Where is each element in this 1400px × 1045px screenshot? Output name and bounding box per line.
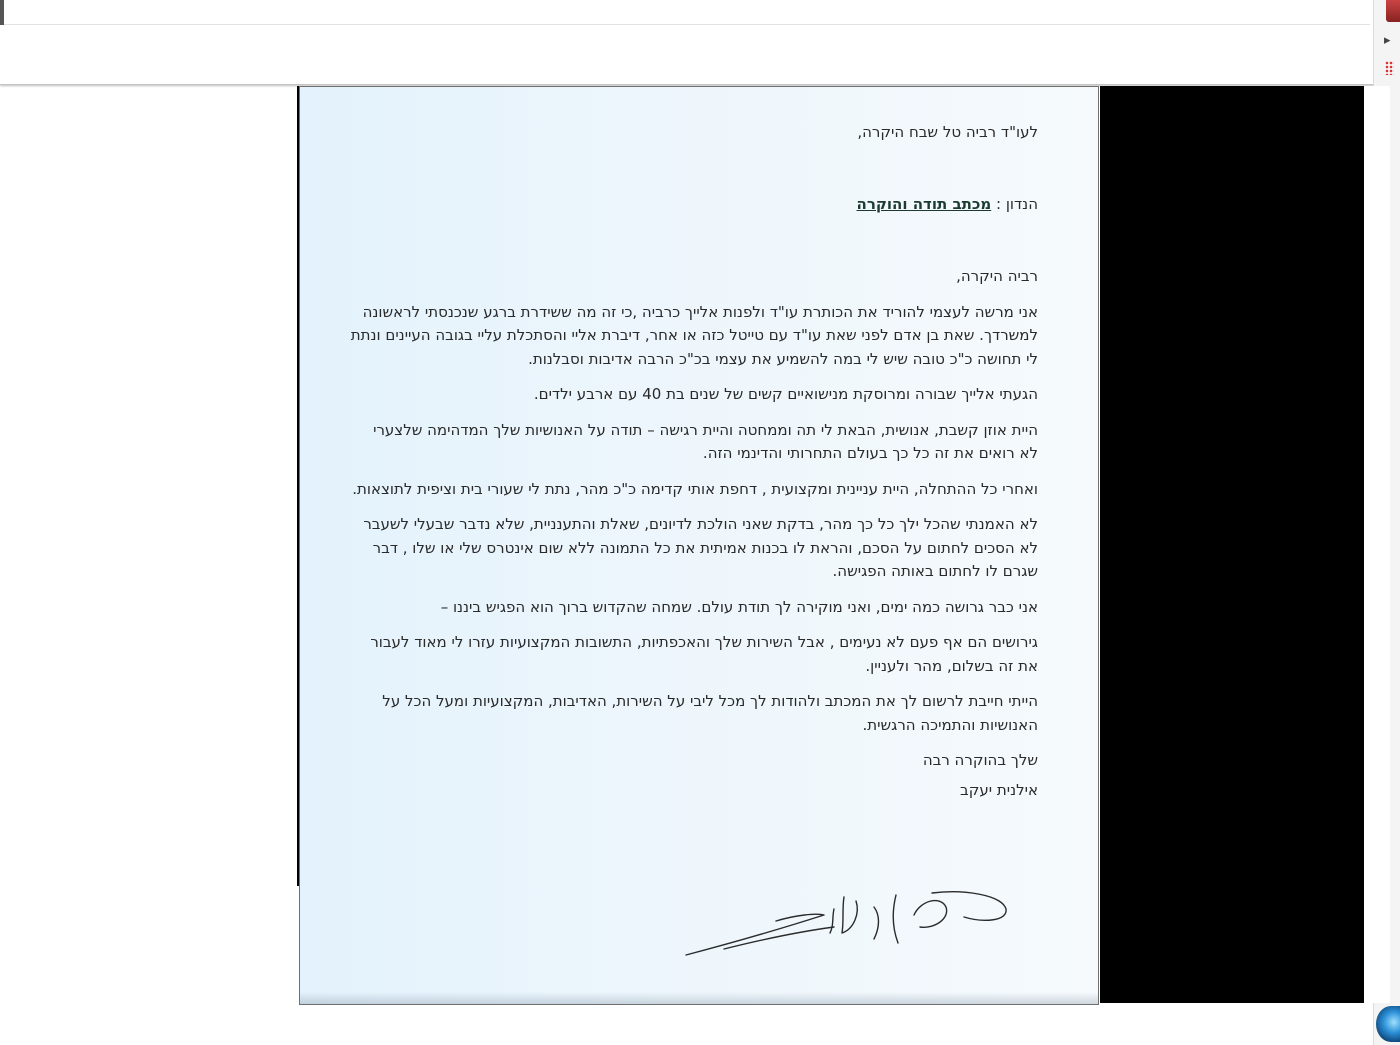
letter-paragraph: היית אוזן קשבת, אנושית, הבאת לי תה וממחטה והיית רגישה – תודה על האנושיות שלך המדהימה שלצערי לא רואים את זה כל כך בעולם התחרותי והדינמי הזה.	[373, 420, 1038, 462]
letter-paragraph: אני כבר גרושה כמה ימים, ואני מוקירה לך תודת עולם. שמחה שהקדוש ברוך הוא הפגיש ביננו –	[440, 597, 1038, 616]
letter-paragraph: הייתי חייבת לרשום לך את המכתב ולהודות לך מכל ליבי על השירות, האדיבות, המקצועיות ומעל הכל על האנושיות והתמיכה הרגשית.	[382, 692, 1038, 734]
browser-toolbar	[0, 0, 1400, 85]
apps-grid-icon[interactable]	[1385, 61, 1394, 75]
page-bottom-shadow	[300, 992, 1098, 1004]
viewer-background	[1100, 86, 1390, 1003]
handwritten-signature	[684, 887, 1009, 959]
windows-orb-icon[interactable]	[1376, 1006, 1400, 1042]
subject-title: מכתב תודה והוקרה	[856, 194, 992, 213]
toolbar-divider	[4, 24, 1370, 25]
letter-paragraph: לא האמנתי שהכל ילך כל כך מהר, בדקת שאני הולכת לדיונים, שאלת והתענניית, שלא נדבר שבעלי לשעבר לא הסכים לחתום על הסכם, והראת לו בכנות אמיתית את כל התמונה ללא שום אינטרס שלי או שלו , דבר שגרם לו לחתום באותה הפגישה.	[363, 515, 1038, 580]
window-edge	[0, 0, 4, 25]
greeting: רביה היקרה,	[956, 267, 1038, 285]
letter-paragraph: הגעתי אלייך שבורה ומרוסקת מנישואיים קשים של שנים בת 40 עם ארבע ילדים.	[533, 385, 1038, 403]
closing-line: שלך בהוקרה רבה	[922, 751, 1038, 769]
letter-paragraph: אני מרשה לעצמי להוריד את הכותרת עו"ד ולפנות אלייך כרביה ,כי זה מה ששידרת ברגע שנכנסתי לראשונה למשרדך. שאת בן אדם לפני שאת עו"ד עם טייטל כזה או אחר, דיברת אליי והסתכלת עליי בגובה העיינים ונתת לי תחושה כ"כ טובה שיש לי במה להשמיע את עצמי בכ"כ הרבה אדיבות וסבלנות.	[350, 302, 1038, 368]
chevron-right-icon[interactable]: ▸	[1384, 33, 1391, 48]
letter-body	[350, 121, 1038, 802]
letter-paragraph: ואחרי כל ההתחלה, היית עניינית ומקצועית , דחפת אותי קדימה כ"כ מהר, נתת לי שעורי בית וציפית לתוצאות.	[352, 479, 1038, 498]
letter-paragraph: גירושים הם אף פעם לא נעימים , אבל השירות שלך והאכפתיות, התשובות המקצועיות עזרו לי מאוד לעבור את זה בשלום, מהר ולעניין.	[370, 633, 1038, 675]
addressee-line: לעו"ד רביה טל שבח היקרה,	[857, 123, 1038, 141]
signer-name: אילנית יעקב	[960, 780, 1038, 799]
viewer-gutter	[1364, 86, 1390, 1003]
letter-document	[299, 86, 1099, 1005]
close-tab-icon[interactable]	[1386, 0, 1400, 22]
subject-line	[350, 193, 1038, 217]
subject-label: הנדון :	[996, 194, 1038, 213]
